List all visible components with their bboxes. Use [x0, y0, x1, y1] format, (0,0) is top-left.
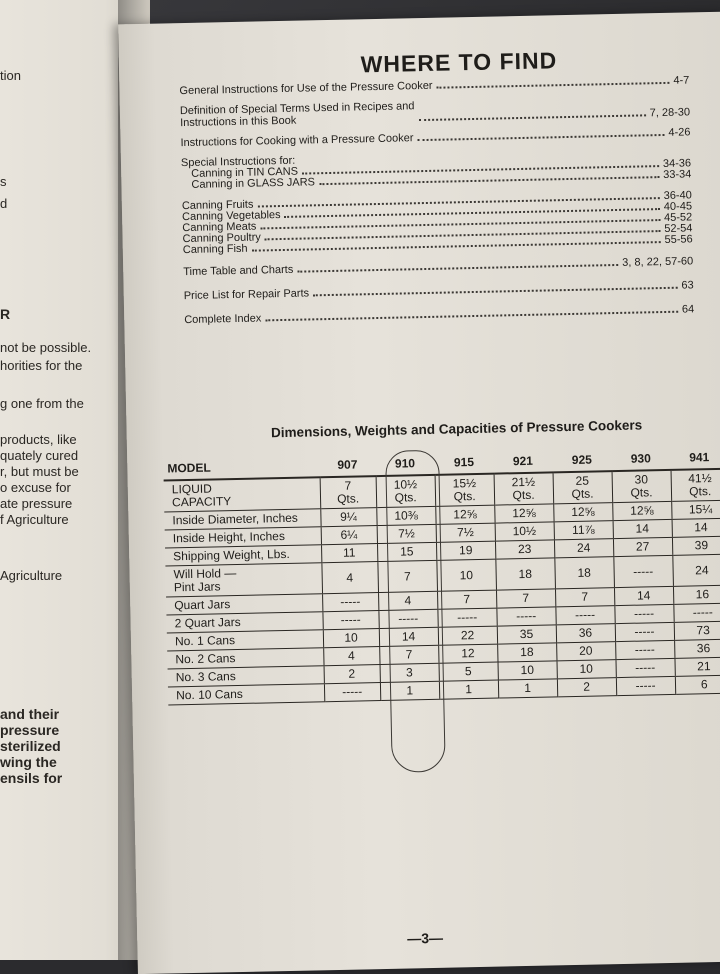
table-cell: 11⅞ [554, 521, 613, 540]
row-label: LIQUID CAPACITY [164, 477, 321, 512]
table-cell: ----- [496, 607, 555, 626]
left-page-text: Agriculture [0, 568, 63, 583]
table-cell: 10⅜ [376, 506, 435, 525]
table-cell: 14 [672, 518, 720, 537]
table-cell: 5 [439, 662, 498, 681]
toc-group-special [181, 146, 692, 191]
table-cell: 4 [321, 562, 378, 594]
toc-entry [184, 279, 694, 302]
row-label: No. 3 Cans [168, 666, 324, 687]
left-page-text: pressure [0, 722, 60, 738]
table-cell: 21½ Qts. [494, 472, 554, 505]
toc-label: Canning Fruits [181, 198, 254, 213]
table-cell: 4 [323, 647, 380, 666]
table-cell: 19 [436, 541, 495, 560]
row-label: Inside Diameter, Inches [164, 509, 320, 530]
toc-label: Time Table and Charts [183, 263, 294, 279]
table-cell: 35 [497, 625, 556, 644]
table-cell: 10 [437, 559, 497, 591]
table-cell: 7 [555, 588, 614, 607]
column-header: 921 [493, 447, 552, 473]
left-page-text: and their [0, 706, 60, 722]
page-number: —3— [407, 929, 444, 947]
toc-label: Canning Fish [182, 242, 248, 257]
table-cell: 21 [674, 657, 720, 676]
table-of-contents [179, 74, 694, 334]
table-cell: 18 [497, 643, 556, 662]
table-cell: 1 [498, 679, 557, 698]
table-cell: 15½ Qts. [435, 474, 495, 507]
table-cell: 12⅝ [494, 504, 553, 523]
left-page-text: not be possible. [0, 340, 92, 355]
table-cell: 7½ [377, 524, 436, 543]
left-page-text: o excuse for [0, 480, 71, 495]
table-cell: 3 [380, 663, 439, 682]
toc-heading: Special Instructions for: [180, 154, 296, 170]
toc-pages: 36-40 [663, 189, 692, 202]
toc-pages: 7, 28-30 [649, 106, 691, 120]
row-label: Shipping Weight, Lbs. [165, 545, 321, 566]
table-cell: 24 [554, 539, 613, 558]
table-cell: 2 [557, 678, 616, 697]
toc-entry [184, 303, 694, 326]
book-page [118, 12, 720, 974]
table-cell: 7 [437, 590, 496, 609]
page-title: WHERE TO FIND [360, 47, 558, 78]
toc-pages: 55-56 [664, 233, 693, 246]
table-cell: ----- [614, 604, 673, 623]
left-page-text: products, like [0, 432, 77, 447]
toc-pages: 34-36 [662, 157, 692, 171]
table-cell: 11 [321, 544, 378, 563]
table-cell: 7 [496, 589, 555, 608]
table-cell: ----- [555, 606, 614, 625]
table-cell: 2 [324, 665, 381, 684]
table-cell: 14 [379, 627, 438, 646]
toc-entry [180, 126, 690, 149]
toc-pages: 64 [681, 303, 695, 316]
table-cell: 15¼ [671, 500, 720, 519]
table-cell: 10 [323, 629, 380, 648]
dot-leader [419, 114, 646, 121]
row-label: 2 Quart Jars [166, 612, 322, 633]
table-body [164, 469, 720, 705]
table-cell: 10½ [495, 522, 554, 541]
table-cell: 7 Qts. [320, 476, 377, 509]
table-cell: 7 [379, 645, 438, 664]
table-cell: 15 [377, 542, 436, 561]
toc-label: Instructions for Cooking with a Pressure Cooker [180, 132, 414, 150]
table-cell: 41½ Qts. [671, 469, 720, 502]
table-cell: 16 [673, 585, 720, 604]
table-cell: 36 [556, 624, 615, 643]
row-label: No. 10 Cans [168, 684, 324, 705]
cooker-specs-table [163, 444, 720, 706]
table-cell: 7½ [436, 523, 495, 542]
toc-pages: 4-26 [668, 126, 691, 139]
dot-leader [265, 311, 678, 322]
column-header: 941 [670, 444, 720, 470]
table-cell: ----- [615, 622, 674, 641]
table-cell: 30 Qts. [612, 470, 672, 503]
table-cell: 39 [672, 536, 720, 555]
table-cell: 10½ Qts. [376, 475, 436, 508]
table-cell: ----- [322, 593, 379, 612]
left-page-text: sterilized [0, 738, 61, 754]
left-page-text: ate pressure [0, 496, 73, 511]
left-page-text: quately cured [0, 448, 79, 463]
table-cell: 18 [554, 557, 614, 589]
table-title: Dimensions, Weights and Capacities of Pressure Cookers [270, 417, 643, 441]
left-page-text: r, but must be [0, 464, 79, 479]
column-header: 907 [319, 451, 376, 477]
left-page-text: d [0, 196, 8, 211]
toc-pages: 63 [681, 279, 694, 292]
table-cell: 12⅝ [435, 505, 494, 524]
table-cell: 10 [498, 661, 557, 680]
toc-label: Canning Meats [182, 220, 257, 235]
table-cell: ----- [324, 683, 381, 702]
left-page-text: s [0, 174, 7, 189]
table-cell: 23 [495, 540, 554, 559]
toc-label: General Instructions for Use of the Pressure Cooker [179, 79, 433, 98]
table-cell: 22 [438, 626, 497, 645]
toc-label: Canning in GLASS JARS [191, 176, 316, 191]
table-cell: 7 [378, 560, 438, 592]
table-cell: 1 [439, 680, 498, 699]
left-page-text: R [0, 306, 11, 322]
toc-pages: 3, 8, 22, 57-60 [622, 255, 694, 269]
toc-label: Definition of Special Terms Used in Recipes and Instructions in this Book [179, 100, 415, 130]
table-cell: 12⅝ [553, 503, 612, 522]
left-page-text: g one from the [0, 396, 84, 411]
table-cell: 12⅝ [612, 501, 671, 520]
table-cell: 27 [613, 537, 672, 556]
table-cell: ----- [613, 555, 673, 587]
dot-leader [437, 82, 670, 89]
row-label: No. 2 Cans [167, 648, 323, 669]
table-cell: ----- [322, 611, 379, 630]
left-page-text: wing the [0, 754, 57, 770]
table-cell: 4 [378, 591, 437, 610]
left-page-text: horities for the [0, 358, 83, 373]
table-cell: 36 [674, 639, 720, 658]
table-cell: 6 [675, 675, 720, 694]
column-header: 915 [434, 449, 493, 475]
table-cell: 10 [557, 660, 616, 679]
table-cell: ----- [673, 603, 720, 622]
table-cell: 1 [380, 681, 439, 700]
table-cell: ----- [616, 658, 675, 677]
table-cell: 12 [438, 644, 497, 663]
toc-label: Price List for Repair Parts [183, 287, 310, 303]
left-page-text: f Agriculture [0, 512, 69, 527]
table-cell: 6¼ [321, 526, 378, 545]
toc-label: Canning Vegetables [181, 209, 281, 224]
toc-entry [180, 94, 690, 129]
table-cell: ----- [379, 609, 438, 628]
toc-entry [183, 255, 693, 278]
column-header: 930 [611, 445, 670, 471]
table-cell: 20 [556, 642, 615, 661]
toc-label: Complete Index [184, 312, 262, 327]
dot-leader [297, 264, 618, 273]
row-label: Quart Jars [166, 594, 322, 615]
left-page-text: tion [0, 68, 21, 83]
table-cell: ----- [438, 608, 497, 627]
table-cell: 14 [614, 586, 673, 605]
column-header: 910 [375, 450, 434, 476]
table-cell: 25 Qts. [553, 471, 613, 504]
dot-leader [252, 241, 661, 252]
table-cell: ----- [616, 676, 675, 695]
column-header: 925 [552, 446, 611, 472]
toc-pages: 40-45 [663, 200, 693, 213]
table-cell: ----- [615, 640, 674, 659]
dot-leader [319, 176, 659, 185]
table-cell: 9¼ [320, 508, 377, 527]
toc-group-canning [182, 190, 693, 256]
toc-label: Canning Poultry [182, 231, 261, 246]
table-cell: 18 [495, 558, 555, 590]
table-cell: 14 [613, 519, 672, 538]
toc-pages: 4-7 [673, 74, 690, 87]
dot-leader [417, 134, 664, 141]
row-label: Inside Height, Inches [165, 527, 321, 548]
column-header: MODEL [163, 452, 319, 480]
row-label: Will Hold — Pint Jars [165, 563, 322, 597]
toc-entry [179, 74, 689, 97]
table-cell: 24 [672, 554, 720, 586]
dot-leader [313, 287, 677, 297]
table-cell: 73 [674, 621, 720, 640]
toc-label: Canning in TIN CANS [191, 165, 299, 180]
toc-pages: 45-52 [663, 211, 693, 224]
toc-pages: 52-54 [664, 222, 693, 235]
row-label: No. 1 Cans [167, 630, 323, 651]
left-page-text: ensils for [0, 770, 63, 786]
toc-pages: 33-34 [663, 168, 692, 182]
